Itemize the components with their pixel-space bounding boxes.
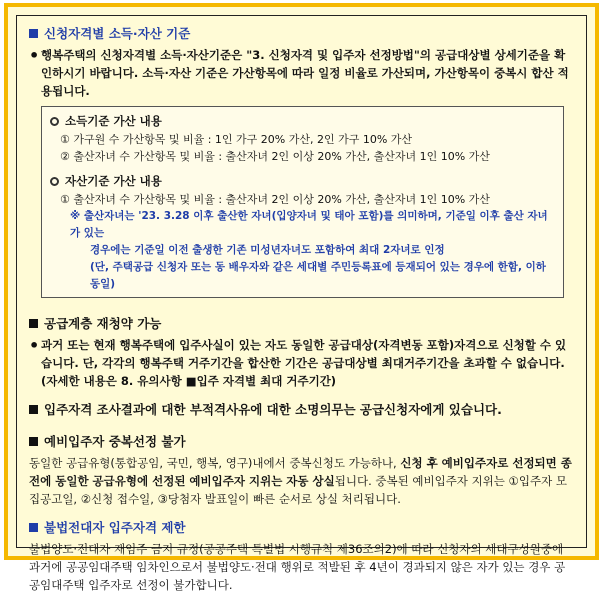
section-sublease-title: 불법전대자 입주자격 제한 (29, 518, 574, 536)
section-disqualification-title: 입주자격 조사결과에 대한 부적격사유에 대한 소명의무는 공급신청자에게 있습니다. (29, 400, 574, 418)
ring-icon (50, 177, 59, 186)
asset-criteria-heading: 자산기준 가산 내용 (50, 173, 555, 189)
income-item-2: ② 출산자녀 수 가산항목 및 비율 : 출산자녀 2인 이상 20% 가산, 출산자녀 1인 10% 가산 (60, 150, 490, 163)
black-square-icon (29, 405, 38, 414)
ring-icon (50, 117, 59, 126)
income-criteria-heading: 소득기준 가산 내용 (50, 113, 555, 129)
black-square-icon (29, 319, 38, 328)
criteria-box (41, 106, 564, 298)
sublease-paragraph: 불법양도·전대자 재임주 금지 규정(공공주택 특별법 시행규칙 제36조의2)에 따라 신청자의 세대구성원중에 과거에 공공임대주택 임차인으로서 불법양도·전대 행위로 적발된 후 4년이 경과되지 않은 자가 있는 경우 공공임대주택 입주자로 선정이 불가합니다. (29, 542, 566, 592)
child-note-3: (단, 주택공급 신청자 또는 동 배우자와 같은 세대별 주민등록표에 등재되어 있는 경우에 한함, 이하 동일) (90, 261, 546, 290)
section-reapply-title: 공급계층 재청약 가능 (29, 314, 574, 332)
reserve-paragraph: 동일한 공급유형(통합공임, 국민, 행복, 영구)내에서 중복신청도 가능하나, 신청 후 예비입주자로 선정되면 종전에 동일한 공급유형에 선정된 예비입주자 지위는 자동 상실됩니다. 중복된 예비입주자 지위는 ①입주자 모집공고일, ②신청 접수일, ③당첨자 발표일이 빠른 순서로 상실 처리됩니다. (29, 456, 572, 506)
income-asset-paragraph: • 행복주택의 신청자격별 소득·자산기준은 "3. 신청자격 및 입주자 선정방법"의 공급대상별 상세기준을 확인하시기 바랍니다. 소득·자산 기준은 가산항목에 따라 일정 비율로 가산되며, 가산항목이 중복시 합산 적용됩니다. (29, 46, 569, 98)
section-reserve-title: 예비입주자 중복선정 불가 (29, 432, 574, 450)
blue-square-icon (29, 29, 38, 38)
income-item-1: ① 가구원 수 가산항목 및 비율 : 1인 가구 20% 가산, 2인 가구 10% 가산 (60, 133, 413, 146)
notice-box (16, 15, 587, 592)
child-note-2: 경우에는 기준일 이전 출생한 기존 미성년자녀도 포함하여 최대 2자녀로 인정 (90, 244, 445, 256)
reapply-paragraph: • 과거 또는 현재 행복주택에 입주사실이 있는 자도 동일한 공급대상(자격변동 포함)자격으로 신청할 수 있습니다. 단, 각각의 행복주택 거주기간을 합산한 기간은 공급대상별 최대거주기간을 초과할 수 없습니다. (자세한 내용은 8. 유의사항 ■입주 자격별 최대 거주기간) (29, 336, 567, 388)
yellow-frame (4, 3, 599, 592)
child-note-1: ※ 출산자녀는 '23. 3.28 이후 출산한 자녀(입양자녀 및 태아 포함)를 의미하며, 기준일 이후 출산 자녀가 있는 (70, 210, 548, 239)
asset-item-1: ① 출산자녀 수 가산항목 및 비율 : 출산자녀 2인 이상 20% 가산, 출산자녀 1인 10% 가산 (60, 193, 490, 206)
blue-square-icon (29, 523, 38, 532)
bullet-dot-icon: • (29, 336, 40, 355)
bullet-dot-icon: • (29, 46, 40, 65)
section-income-asset-title: 신청자격별 소득·자산 기준 (29, 24, 574, 42)
black-square-icon (29, 437, 38, 446)
